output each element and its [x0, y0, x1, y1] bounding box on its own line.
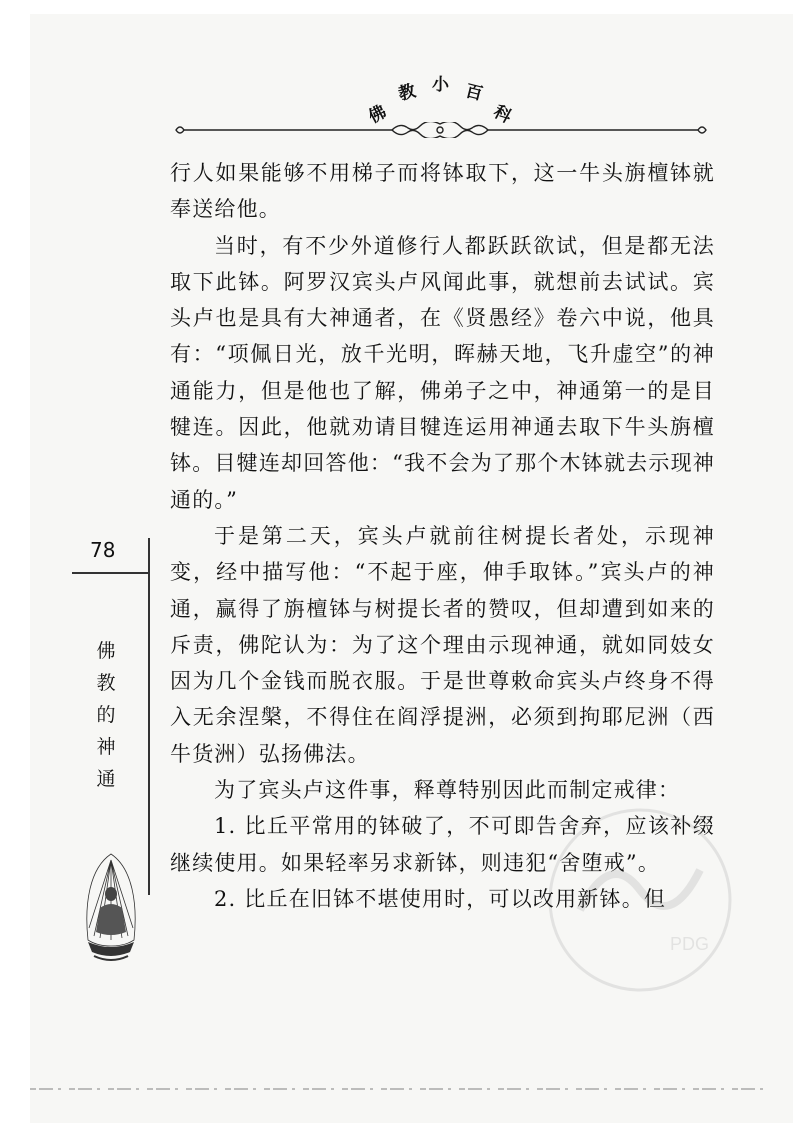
header-char: 佛 — [365, 101, 390, 128]
watermark-text: PDG — [670, 934, 710, 954]
chapter-title — [94, 635, 118, 795]
header-ornament-rule — [170, 122, 710, 138]
chapter-char: 神 — [96, 736, 116, 758]
paragraph: 为了宾头卢这件事，释尊特别因此而制定戒律： — [214, 778, 681, 803]
watermark — [540, 800, 740, 1000]
margin-rule-vertical — [148, 538, 150, 895]
header-char: 百 — [463, 81, 485, 105]
page-edge — [0, 0, 793, 14]
header-char: 小 — [432, 75, 449, 95]
chapter-char: 教 — [96, 672, 116, 694]
chapter-char: 通 — [96, 768, 116, 790]
margin-rule — [72, 572, 150, 574]
chapter-char: 佛 — [96, 640, 116, 662]
page-edge-left — [0, 0, 30, 1123]
chapter-char: 的 — [96, 704, 116, 726]
page-number: 78 — [90, 538, 116, 562]
list-item: 2. 比丘在旧钵不堪使用时，可以改用新钵。但 — [214, 886, 667, 911]
header-char: 科 — [490, 101, 515, 128]
paragraph: 行人如果能够不用梯子而将钵取下，这一牛头旃檀钵就奉送给他。 — [170, 161, 715, 222]
list-item: 1. 比丘平常用的钵破了，不可即告舍弃，应该补缀继续使用。如果轻率另求新钵，则违犯“舍堕戒”。 — [170, 814, 715, 875]
scan-artifact — [30, 1086, 770, 1092]
running-header — [170, 60, 710, 140]
paragraph: 当时，有不少外道修行人都跃跃欲试，但是都无法取下此钵。阿罗汉宾头卢风闻此事，就想前去试试。宾头卢也是具有大神通者，在《贤愚经》卷六中说，他具有：“项佩日光，放千光明，晖赫天地，飞升虚空”的神通能力，但是他也了解，佛弟子之中，神通第一的是目犍连。因此，他就劝请目犍连运用神通去取下牛头旃檀钵。目犍连却回答他：“我不会为了那个木钵就去示现神通的。” — [170, 233, 715, 512]
paragraph: 于是第二天，宾头卢就前往树提长者处，示现神变，经中描写他：“不起于座，伸手取钵。”宾头卢的神通，赢得了旃檀钵与树提长者的赞叹，但却遭到如来的斥责，佛陀认为：为了这个理由示现神通，就如同妓女因为几个金钱而脱衣服。于是世尊敕命宾头卢终身不得入无余涅槃，不得住在阎浮提洲，必须到拘耶尼洲（西牛货洲）弘扬佛法。 — [170, 523, 715, 766]
header-char: 教 — [396, 81, 418, 105]
buddha-icon — [80, 848, 142, 966]
